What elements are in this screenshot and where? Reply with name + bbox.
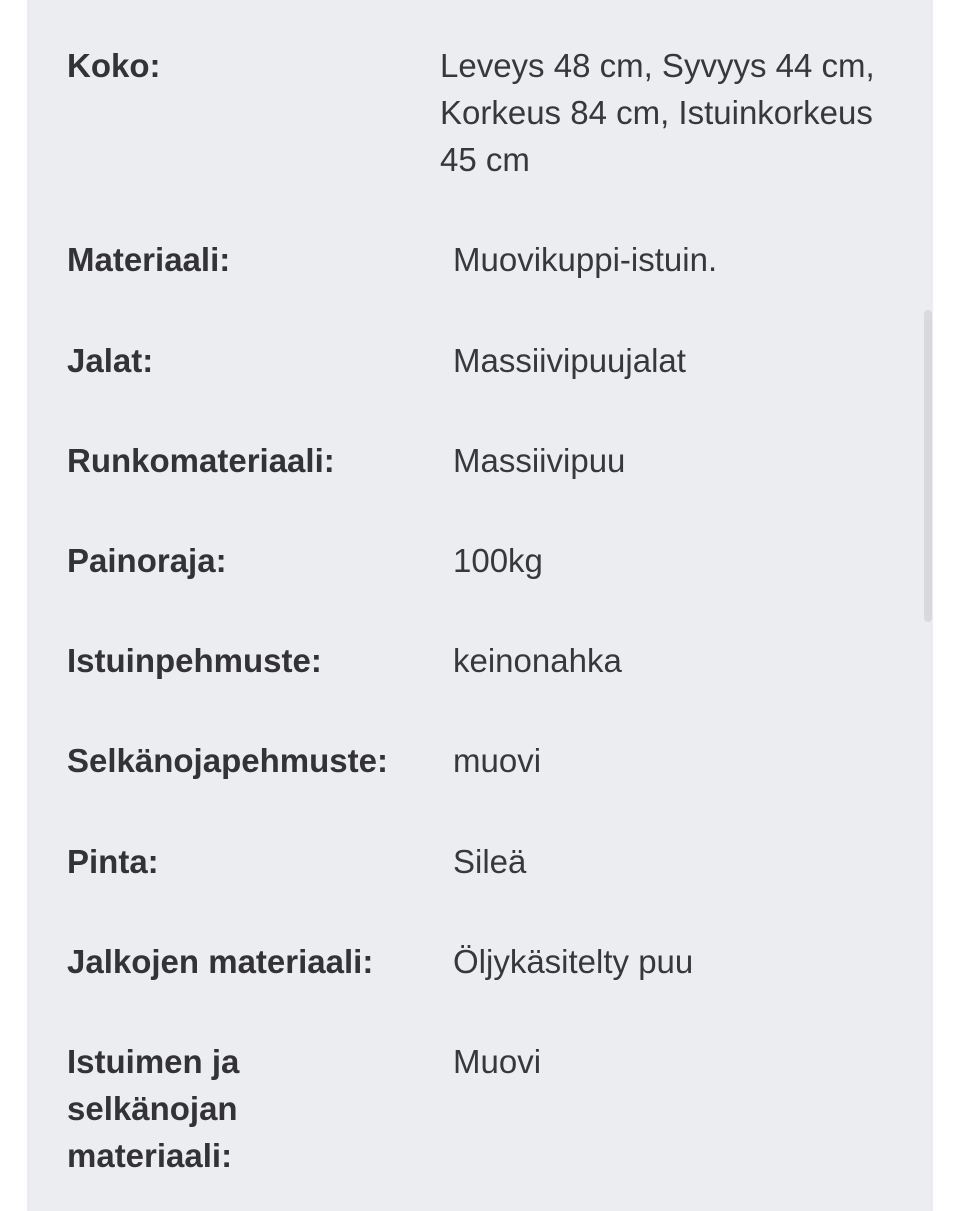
spec-value: Muovikuppi-istuin. xyxy=(453,241,718,278)
spec-label: Jalat: xyxy=(67,342,154,379)
spec-label: Koko: xyxy=(67,47,161,84)
spec-value: Leveys 48 cm, Syvyys 44 cm, Korkeus 84 cm, Istuinkorkeus 45 cm xyxy=(440,47,875,178)
spec-label: Pinta: xyxy=(67,843,159,880)
spec-value: Massiivipuu xyxy=(453,442,626,479)
spec-value: Muovi xyxy=(453,1043,542,1080)
spec-label: Painoraja: xyxy=(67,542,227,579)
spec-panel xyxy=(27,0,933,1211)
spec-label: Selkänojapehmuste: xyxy=(67,742,388,779)
spec-label: Istuinpehmuste: xyxy=(67,642,322,679)
spec-label: Jalkojen materiaali: xyxy=(67,943,374,980)
spec-value: muovi xyxy=(453,742,542,779)
spec-value: Sileä xyxy=(453,843,527,880)
spec-value: Massiivipuujalat xyxy=(453,342,686,379)
spec-label: Runkomateriaali: xyxy=(67,442,335,479)
spec-value: 100kg xyxy=(453,542,543,579)
spec-value: Öljykäsitelty puu xyxy=(453,943,694,980)
spec-label: Istuimen ja selkänojan materiaali: xyxy=(67,1043,240,1174)
scrollbar-thumb[interactable] xyxy=(924,310,932,622)
spec-label: Materiaali: xyxy=(67,241,231,278)
spec-value: keinonahka xyxy=(453,642,622,679)
